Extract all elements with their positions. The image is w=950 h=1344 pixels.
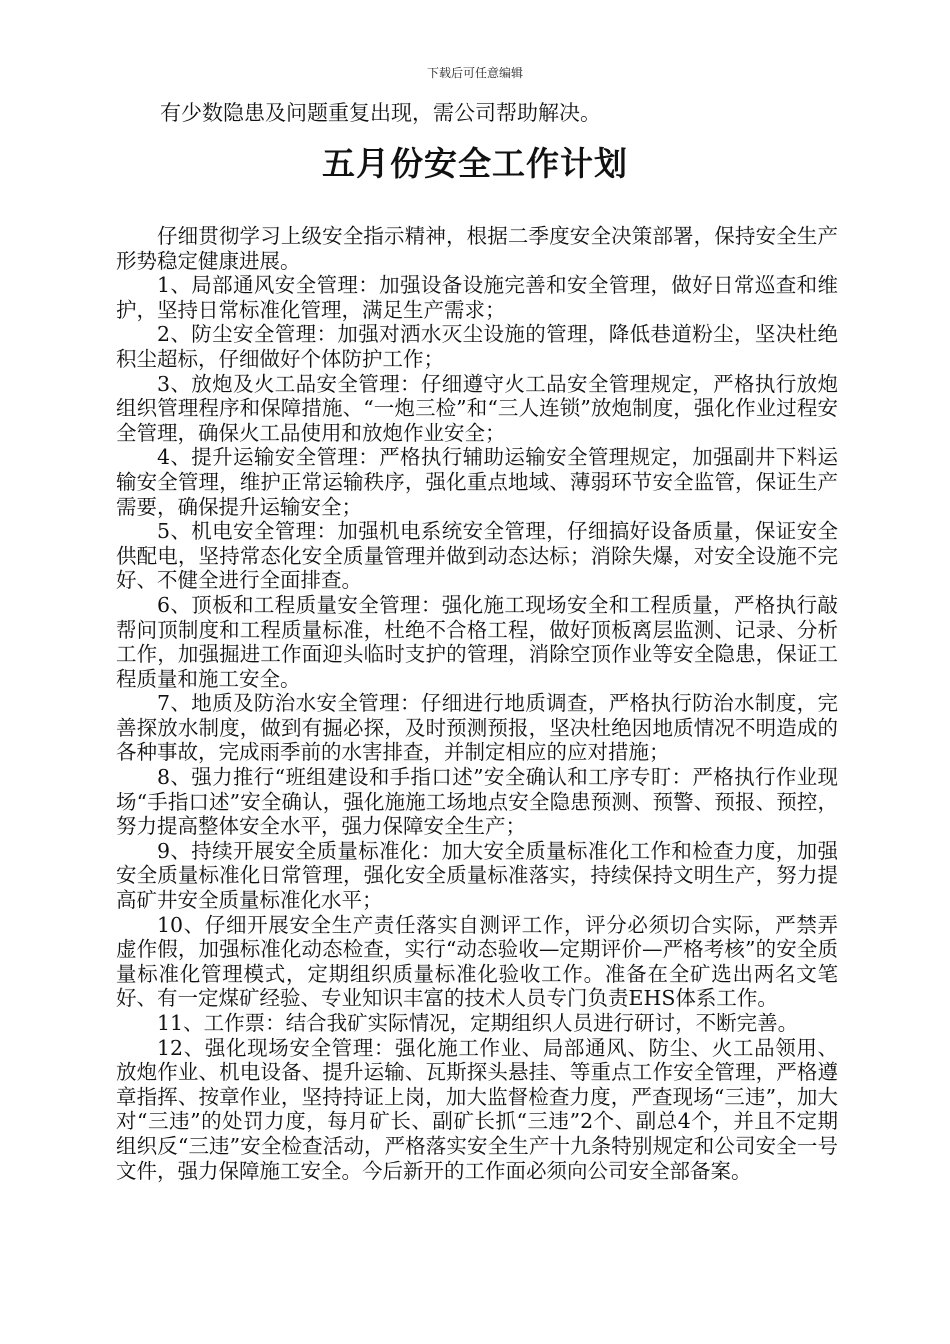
item-responsibility: 10、仔细开展安全生产责任落实自测评工作，评分必须切合实际，严禁弄虚作假，加强标准化动态检查，实行“动态验收—定期评价—严格考核”的安全质量标准化管理模式，定期组织质量标准化验收工作。准备在全矿选出两名文笔好、有一定煤矿经验、专业知识丰富的技术人员专门负责EHS体系工作。 xyxy=(116,912,838,1011)
intro-paragraph: 仔细贯彻学习上级安全指示精神，根据二季度安全决策部署，保持安全生产形势稳定健康进展。 xyxy=(116,224,838,273)
item-site-management: 12、强化现场安全管理：强化施工作业、局部通风、防尘、火工品领用、放炮作业、机电设备、提升运输、瓦斯探头悬挂、等重点工作安全管理，严格遵章指挥、按章作业，坚持持证上岗，加大监督检查力度，严查现场“三违”，加大对“三违”的处罚力度，每月矿长、副矿长抓“三违”2个、副总4个，并且不定期组织反“三违”安全检查活动，严格落实安全生产十九条特别规定和公司安全一号文件，强力保障施工安全。今后新开的工作面必须向公司安全部备案。 xyxy=(116,1035,838,1183)
item-electromechanical: 5、机电安全管理：加强机电系统安全管理，仔细搞好设备质量，保证安全供配电，坚持常态化安全质量管理并做到动态达标；消除失爆，对安全设施不完好、不健全进行全面排查。 xyxy=(116,519,838,593)
page-header-note: 下载后可任意编辑 xyxy=(426,66,523,80)
item-work-ticket: 11、工作票：结合我矿实际情况，定期组织人员进行研讨，不断完善。 xyxy=(157,1011,799,1035)
item-ventilation: 1、局部通风安全管理：加强设备设施完善和安全管理，做好日常巡查和维护，坚持日常标准化管理，满足生产需求； xyxy=(116,273,838,322)
item-transport: 4、提升运输安全管理：严格执行辅助运输安全管理规定，加强副井下料运输安全管理，维护正常运输秩序，强化重点地域、薄弱环节安全监管，保证生产需要，确保提升运输安全； xyxy=(116,445,838,519)
item-standardization: 9、持续开展安全质量标准化：加大安全质量标准化工作和检查力度，加强安全质量标准化日常管理，强化安全质量标准落实，持续保持文明生产，努力提高矿井安全质量标准化水平； xyxy=(116,838,838,913)
item-roof-quality: 6、顶板和工程质量安全管理：强化施工现场安全和工程质量，严格执行敲帮问顶制度和工程质量标准，杜绝不合格工程，做好顶板离层监测、记录、分析工作，加强掘进工作面迎头临时支护的管理，消除空顶作业等安全隐患，保证工程质量和施工安全。 xyxy=(116,592,838,691)
item-geology-water: 7、地质及防治水安全管理：仔细进行地质调查，严格执行防治水制度，完善探放水制度，做到有掘必探，及时预测预报，坚决杜绝因地质情况不明造成的各种事故，完成雨季前的水害排查，并制定相应的应对措施； xyxy=(116,691,838,765)
document-title: 五月份安全工作计划 xyxy=(322,144,628,183)
item-team-building: 8、强力推行“班组建设和手指口述”安全确认和工序专盯：严格执行作业现场“手指口述”安全确认，强化施施工场地点安全隐患预测、预警、预报、预控，努力提高整体安全水平，强力保障安全生产； xyxy=(116,765,838,839)
document-body xyxy=(116,224,838,1183)
item-dust: 2、防尘安全管理：加强对洒水灭尘设施的管理，降低巷道粉尘，坚决杜绝积尘超标，仔细做好个体防护工作； xyxy=(116,322,838,371)
carryover-line: 有少数隐患及问题重复出现，需公司帮助解决。 xyxy=(160,101,601,125)
item-blasting: 3、放炮及火工品安全管理：仔细遵守火工品安全管理规定，严格执行放炮组织管理程序和保障措施、“一炮三检”和“三人连锁”放炮制度，强化作业过程安全管理，确保火工品使用和放炮作业安全； xyxy=(116,371,838,445)
